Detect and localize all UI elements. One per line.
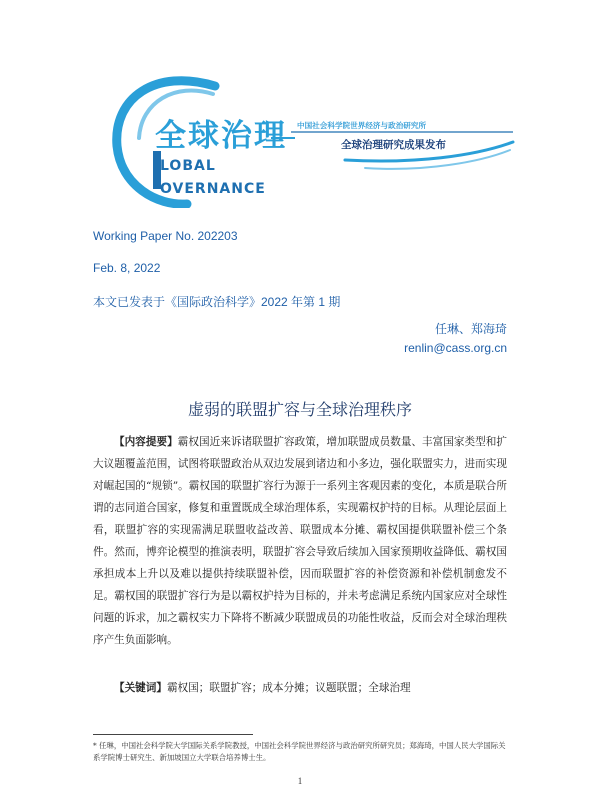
global-governance-banner [95, 68, 515, 208]
author-email[interactable]: renlin@cass.org.cn [404, 341, 507, 355]
authors: 任琳、郑海琦 [434, 322, 507, 336]
page-title: 虚弱的联盟扩容与全球治理秩序 [187, 400, 412, 419]
institute-name: 中国社会科学院世界经济与政治研究所 [297, 121, 427, 130]
publication-date: Feb. 8, 2022 [93, 261, 161, 275]
page-number: 1 [297, 776, 303, 786]
keywords-text: 霸权国；联盟扩容；成本分摊；议题联盟；全球治理 [166, 682, 411, 694]
abstract-text: 霸权国近来诉诸联盟扩容政策，增加联盟成员数量、丰富国家类型和扩大议题覆盖范围，试图将联盟政治从双边发展到诸边和小多边，强化联盟实力，进而实现对崛起国的“规锁”。霸权国的联盟扩容行为源于一系列主客观因素的变化，本质是联合所谓的志同道合国家，修复和重置既成全球治理体系，实现霸权护持的目标。从理论层面上看，联盟扩容的实现需满足联盟收益改善、联盟成本分摊、霸权国提供联盟补偿三个条件。然而，博弈论模型的推演表明，联盟扩容会导致后续加入国家预期收益降低、霸权国承担成本上升以及难以提供持续联盟补偿，因而联盟扩容的补偿资源和补偿机制愈发不足。霸权国的联盟扩容行为是以霸权护持为目标的，并未考虑满足系统内国家应对全球性问题的诉求，加之霸权实力下降将不断减少联盟成员的功能性收益，反而会对全球治理秩序产生负面影响。 [93, 436, 508, 646]
working-paper-number: Working Paper No. 202203 [93, 229, 238, 243]
abstract-label: 【内容提要】 [114, 436, 178, 448]
logo-global-text: LOBAL [160, 158, 216, 174]
logo-chinese-text: 全球治理 [155, 118, 287, 154]
series-name: 全球治理研究成果发布 [341, 139, 446, 151]
keywords [114, 680, 411, 695]
keywords-label: 【关键词】 [114, 682, 167, 694]
logo-governance-text: OVERNANCE [160, 181, 266, 197]
abstract [93, 431, 507, 651]
publication-source: 本文已发表于《国际政治科学》2022 年第 1 期 [93, 295, 341, 309]
footnote-divider [93, 734, 253, 735]
footnote: * 任琳，中国社会科学院大学国际关系学院教授，中国社会科学院世界经济与政治研究所研究员；郑海琦，中国人民大学国际关系学院博士研究生、新加坡国立大学联合培养博士生。 [93, 741, 506, 762]
